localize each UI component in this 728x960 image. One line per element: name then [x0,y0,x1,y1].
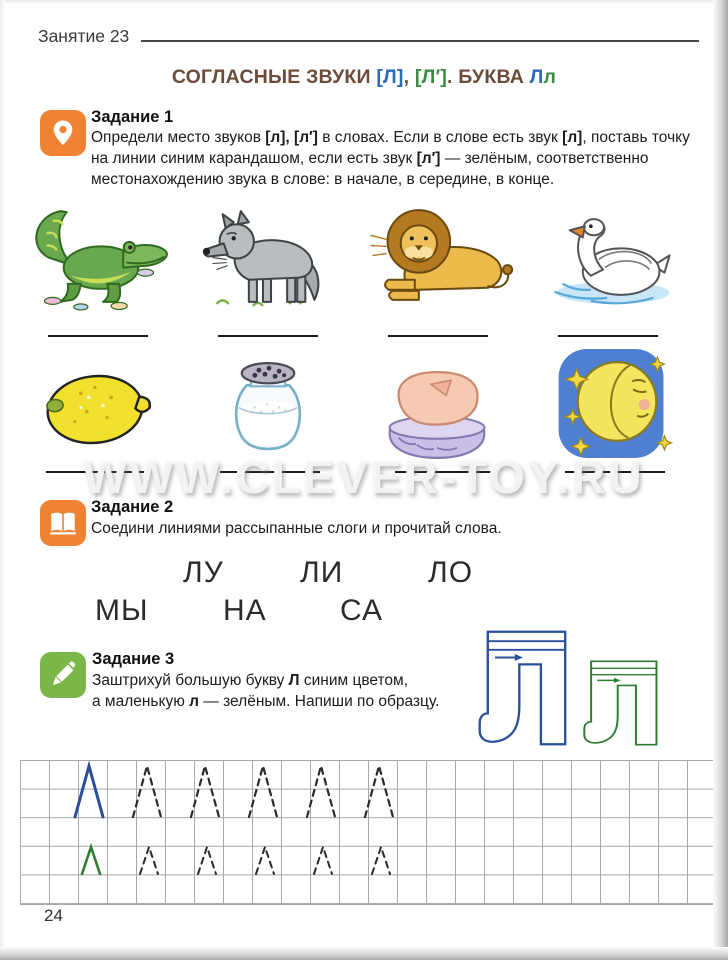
letter-template-big [477,630,567,746]
practice-letter-dashed-small [256,847,274,874]
practice-letter-dashed-big [249,766,277,817]
scan-edge-left [0,0,5,960]
open-book-icon [47,507,79,539]
swan-illustration [528,196,688,318]
task2-title: Задание 2 [91,498,174,516]
task3-text-line1: Заштрихуй большую букву Л синим цветом, [92,672,409,689]
practice-letter-solid-small [82,847,100,874]
lemon-illustration [18,348,178,470]
scan-edge-bottom [0,947,728,960]
practice-letter-dashed-big [133,766,161,817]
page-title: СОГЛАСНЫЕ ЗВУКИ [Л], [Л′]. БУКВА Лл [171,66,557,88]
crocodile-illustration [18,196,178,318]
syllable-ЛУ: ЛУ [183,556,224,589]
task1-text: Определи место звуков [л], [л′] в словах. Если в слове есть звук [л], поставь точку на линии синим карандашом, если есть звук [л′] — зелёным, соответственно местонахождению звука в слове: в начале, в середине, в конце. [91,129,690,188]
header-rule [141,40,699,42]
salt-shaker-illustration [188,344,348,466]
practice-letter-dashed-big [365,766,393,817]
pencil-icon [47,659,79,691]
soap-illustration [358,350,518,472]
task3-title: Задание 3 [92,650,175,668]
syllable-ЛО: ЛО [428,556,474,589]
practice-letter-dashed-big [307,766,335,817]
scan-edge-top [0,0,728,4]
syllable-НА: НА [223,594,267,627]
wolf-illustration [188,196,348,318]
letter-template-small [582,660,658,746]
answer-line [565,471,665,473]
syllable-МЫ: МЫ [95,594,149,627]
practice-letter-dashed-small [140,847,158,874]
task2-text: Соедини линиями рассыпанные слоги и прочитай слова. [91,520,502,537]
answer-line [218,335,318,337]
syllable-СА: СА [340,594,384,627]
syllables-area [0,548,728,632]
task1-title: Задание 1 [91,108,174,126]
location-pin-icon [47,117,79,149]
watermark: WWW.CLEVER-TOY.RU [83,451,645,503]
task1-location-pin-icon [40,110,86,156]
answer-line [46,471,146,473]
task3-pencil-icon [40,652,86,698]
answer-line [388,335,488,337]
moon-illustration [528,344,688,466]
practice-letter-dashed-big [191,766,219,817]
answer-line [48,335,148,337]
page-number: 24 [44,906,63,925]
scan-edge-right [713,0,728,960]
practice-letter-dashed-small [198,847,216,874]
practice-letter-solid-big [75,766,103,817]
answer-line [220,471,320,473]
task3-text-line2: а маленькую л — зелёным. Напиши по образцу. [92,693,440,710]
practice-letters [20,760,717,904]
answer-line [395,471,495,473]
answer-line [558,335,658,337]
lion-illustration [358,192,518,314]
lesson-label: Занятие 23 [38,26,130,46]
syllable-ЛИ: ЛИ [300,556,344,589]
practice-letter-dashed-small [314,847,332,874]
task2-open-book-icon [40,500,86,546]
practice-letter-dashed-small [372,847,390,874]
